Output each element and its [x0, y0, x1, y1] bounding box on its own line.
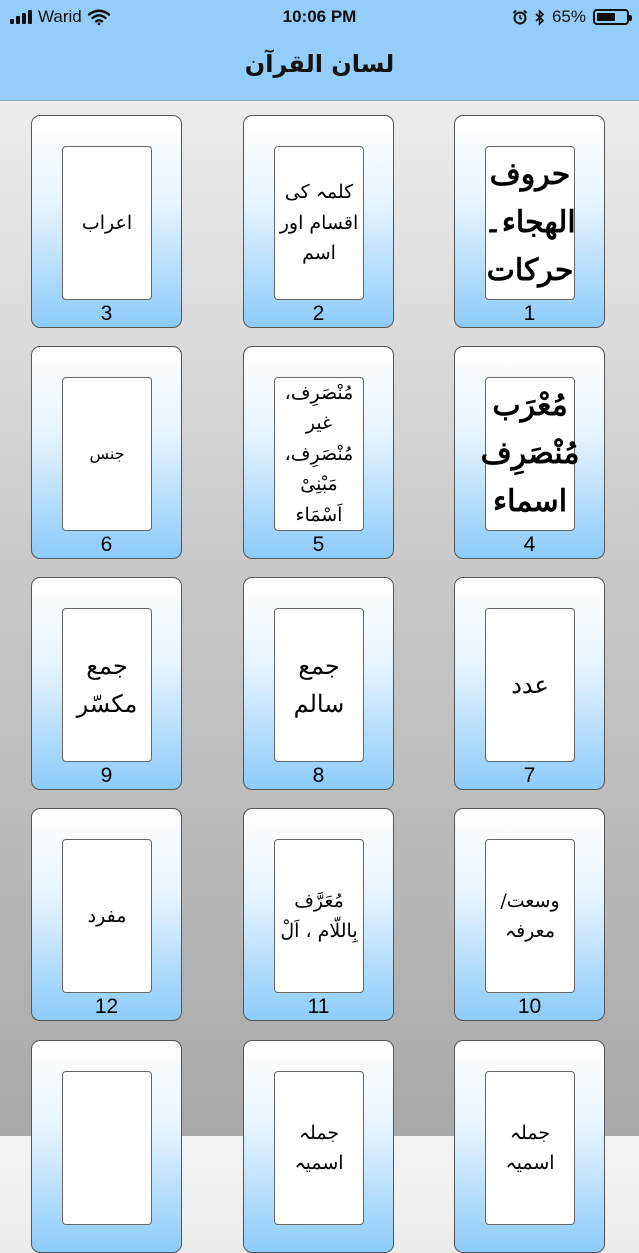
lesson-tile[interactable] — [454, 577, 605, 790]
lesson-tile[interactable] — [454, 115, 605, 328]
lesson-card-title: اعراب — [62, 146, 152, 300]
navigation-bar — [0, 36, 639, 101]
lesson-card-title: مفرد — [62, 839, 152, 993]
lesson-tile[interactable] — [31, 115, 182, 328]
lesson-tile[interactable] — [31, 577, 182, 790]
lesson-number: 9 — [100, 764, 113, 787]
lesson-tile[interactable] — [243, 346, 394, 559]
lesson-number: 8 — [312, 764, 325, 787]
lesson-tile[interactable] — [31, 346, 182, 559]
lesson-tile[interactable] — [243, 808, 394, 1021]
lesson-card-title: جمع سالم — [274, 608, 364, 762]
lesson-number: 5 — [312, 533, 325, 556]
lesson-tile[interactable] — [454, 1040, 605, 1253]
lesson-card-title: مُعْرَب مُنْصَرِف اسماء — [485, 377, 575, 531]
lesson-card-title: وسعت/ معرفہ — [485, 839, 575, 993]
lesson-card-title: جملہ اسمیہ — [485, 1071, 575, 1225]
lesson-card-title — [62, 1071, 152, 1225]
battery-level — [597, 13, 615, 21]
lesson-number: 7 — [523, 764, 536, 787]
lesson-tile[interactable] — [243, 577, 394, 790]
carrier-name: Warid — [38, 7, 82, 26]
lesson-card-title: مُعَرَّف بِاللّام ، اَلْ — [274, 839, 364, 993]
lesson-grid — [0, 100, 639, 1174]
lesson-tile[interactable] — [454, 808, 605, 1021]
lesson-card-title: مُنْصَرِف، غیر مُنْصَرِف، مَبْنِیْ اَسْمَاء — [274, 377, 364, 531]
lesson-number: 4 — [523, 533, 536, 556]
lesson-tile[interactable] — [454, 346, 605, 559]
lesson-card-title: حروف الهجاء۔ حرکات — [485, 146, 575, 300]
status-right — [512, 7, 629, 27]
lesson-number: 6 — [100, 533, 113, 556]
bluetooth-icon — [535, 9, 545, 26]
lesson-number: 11 — [307, 995, 330, 1018]
lesson-card-title: جنس — [62, 377, 152, 531]
battery-percent: 65% — [551, 7, 586, 26]
status-bar — [0, 0, 639, 36]
lesson-card-title: جمع مکسّر — [62, 608, 152, 762]
status-time: 10:06 PM — [282, 7, 357, 26]
battery-icon — [593, 9, 629, 25]
page-title: لسان القرآن — [244, 50, 395, 78]
lesson-tile[interactable] — [31, 1040, 182, 1253]
lesson-number: 12 — [94, 995, 119, 1018]
lesson-number: 1 — [523, 302, 536, 325]
lesson-tile[interactable] — [243, 115, 394, 328]
alarm-clock-icon — [512, 9, 528, 25]
lesson-card-title: کلمہ کی اقسام اور اسم — [274, 146, 364, 300]
lesson-number: 2 — [312, 302, 325, 325]
lesson-card-title: عدد — [485, 608, 575, 762]
lesson-card-title: جملہ اسمیہ — [274, 1071, 364, 1225]
lesson-number: 10 — [517, 995, 542, 1018]
lesson-tile[interactable] — [31, 808, 182, 1021]
lesson-tile[interactable] — [243, 1040, 394, 1253]
lesson-number: 3 — [100, 302, 113, 325]
